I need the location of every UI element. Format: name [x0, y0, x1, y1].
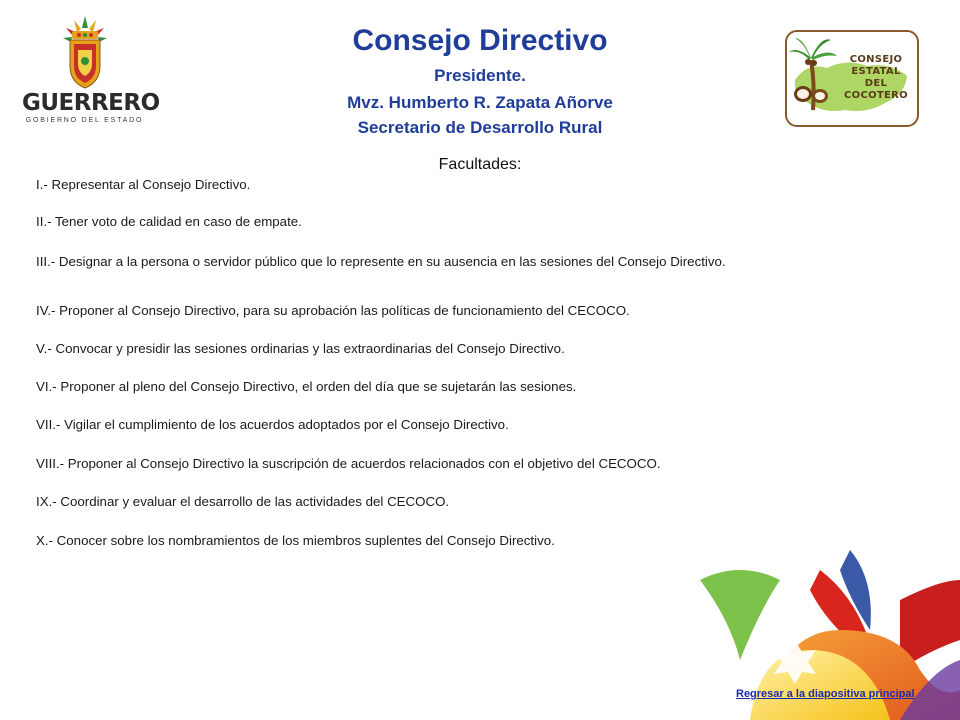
- back-to-main-slide-link[interactable]: Regresar a la diapositiva principal: [736, 688, 915, 700]
- cecoco-wordmark: [835, 54, 917, 102]
- president-position: Secretario de Desarrollo Rural: [357, 118, 603, 137]
- cecoco-line-2: ESTATAL: [851, 66, 901, 77]
- cecoco-line-4: COCOTERO: [844, 90, 908, 101]
- guerrero-crest-icon: [60, 14, 110, 90]
- list-item: IV.- Proponer al Consejo Directivo, para su aprobación las políticas de funcionamiento del CECOCO.: [36, 303, 630, 318]
- cecoco-logo: [785, 30, 919, 127]
- cecoco-line-3: DEL: [864, 78, 888, 89]
- list-item: III.- Designar a la persona o servidor público que lo represente en su ausencia en las sesiones del Consejo Directivo.: [36, 254, 726, 269]
- page-title: Consejo Directivo: [352, 24, 608, 57]
- list-item: VII.- Vigilar el cumplimiento de los acuerdos adoptados por el Consejo Directivo.: [36, 417, 509, 432]
- guerrero-wordmark: GUERRERO: [22, 90, 160, 116]
- list-item: VIII.- Proponer al Consejo Directivo la suscripción de acuerdos relacionados con el objetivo del CECOCO.: [36, 456, 661, 471]
- list-item: II.- Tener voto de calidad en caso de empate.: [36, 214, 302, 229]
- list-item: IX.- Coordinar y evaluar el desarrollo de las actividades del CECOCO.: [36, 494, 450, 509]
- cecoco-line-1: CONSEJO: [849, 54, 903, 65]
- list-item: I.- Representar al Consejo Directivo.: [36, 177, 251, 192]
- list-item: VI.- Proponer al pleno del Consejo Directivo, el orden del día que se sujetarán las sesiones.: [36, 379, 577, 394]
- role-label: Presidente.: [434, 66, 526, 85]
- list-item: V.- Convocar y presidir las sesiones ordinarias y las extraordinarias del Consejo Directivo.: [36, 341, 565, 356]
- section-label: Facultades:: [438, 156, 522, 173]
- guerrero-subtitle: GOBIERNO DEL ESTADO: [25, 117, 144, 124]
- list-item: X.- Conocer sobre los nombramientos de los miembros suplentes del Consejo Directivo.: [36, 533, 555, 548]
- president-name: Mvz. Humberto R. Zapata Añorve: [347, 93, 613, 112]
- guerrero-logo: [22, 14, 160, 124]
